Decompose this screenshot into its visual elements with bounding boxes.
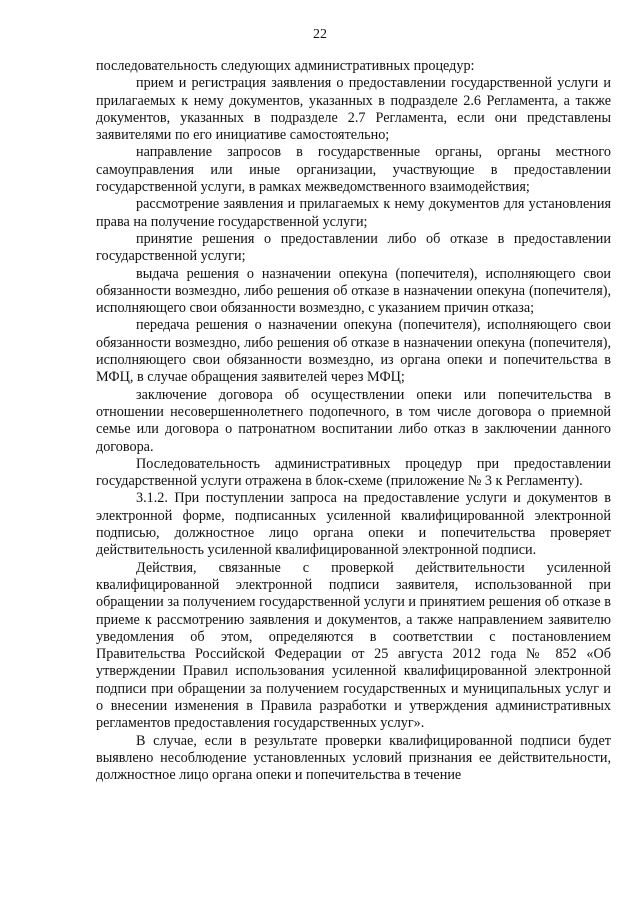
paragraph-intro: последовательность следующих административных процедур: <box>96 58 475 74</box>
paragraph-sequence: Последовательность административных процедур при предоставлении государственной услуги отражена в блок-схеме (приложение № 3 к Регламенту). <box>96 455 611 490</box>
paragraph-procedure-contract: заключение договора об осуществлении опеки или попечительства в отношении несовершеннолетнего подопечного, в том числе договора о приемной семье или договора о патронатном воспитании либо отказ в заключении данного договора. <box>96 386 611 455</box>
paragraph-procedure-issue: выдача решения о назначении опекуна (попечителя), исполняющего свои обязанности возмездно, либо решения об отказе в назначении опекуна (попечителя), исполняющего свои обязанности возмездно, с указанием причин отказа; <box>96 265 611 317</box>
paragraph-in-case: В случае, если в результате проверки квалифицированной подписи будет выявлено несоблюдение установленных условий признания ее действительности, должностное лицо органа опеки и попечительства в течение <box>96 732 611 784</box>
page-number: 22 <box>313 27 327 42</box>
paragraph-procedure-review: рассмотрение заявления и прилагаемых к нему документов для установления права на получение государственной услуги; <box>96 196 611 230</box>
paragraph-3-1-2: 3.1.2. При поступлении запроса на предоставление услуги и документов в электронной форме, подписанных усиленной квалифицированной электронной подписью, должностное лицо органа опеки и попечительства проверяет действительность усиленной квалифицированной электронной подписи. <box>96 490 611 559</box>
paragraph-procedure-transfer: передача решения о назначении опекуна (попечителя), исполняющего свои обязанности возмездно, либо решения об отказе в назначении опекуна (попечителя), исполняющего свои обязанности возмездно, из органа опеки и попечительства в МФЦ, в случае обращения заявителей через МФЦ; <box>96 317 611 386</box>
document-body <box>96 58 611 784</box>
paragraph-procedure-requests: направление запросов в государственные органы, органы местного самоуправления или иные организации, участвующие в предоставлении государственной услуги, в рамках межведомственного взаимодействия; <box>96 144 611 196</box>
paragraph-procedure-reception: прием и регистрация заявления о предоставлении государственной услуги и прилагаемых к нему документов, указанных в подразделе 2.6 Регламента, а также документов, указанных в подразделе 2.7 Регламента, если они представлены заявителями по его инициативе самостоятельно; <box>96 75 611 144</box>
paragraph-procedure-decision: принятие решения о предоставлении либо об отказе в предоставлении государственной услуги; <box>96 230 611 265</box>
paragraph-actions: Действия, связанные с проверкой действительности усиленной квалифицированной электронной подписи заявителя, использованной при обращении за получением государственной услуги и принятием решения об отказе в приеме к рассмотрению заявления и документов, а также направлением заявителю уведомления об этом, определяются в соответствии с постановлением Правительства Российской Федерации от 25 августа 2012 года № 852 «Об утверждении Правил использования усиленной квалифицированной электронной подписи при обращении за получением государственных и муниципальных услуг и о внесении изменения в Правила разработки и утверждения административных регламентов предоставления государственных услуг». <box>96 559 611 732</box>
